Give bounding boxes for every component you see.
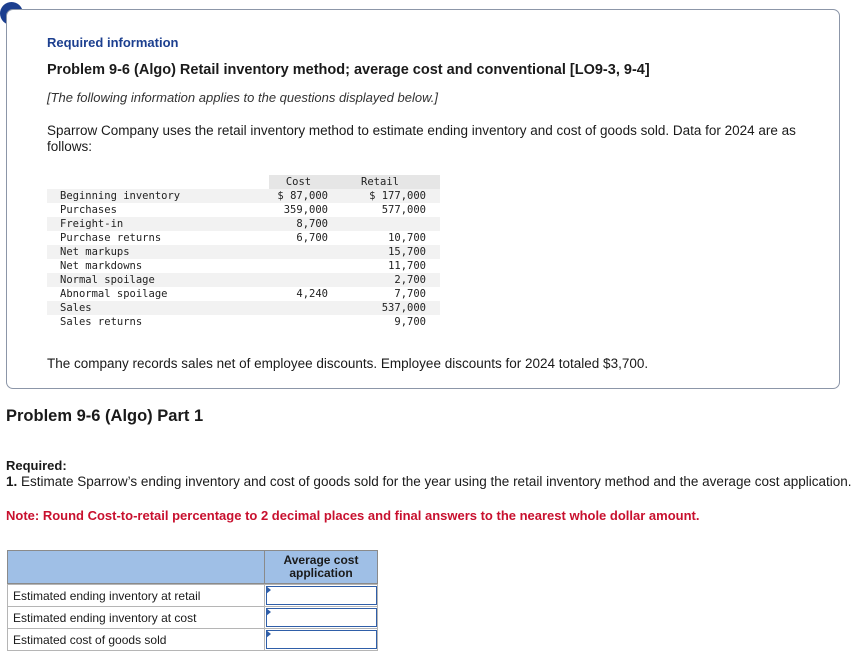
header-cost: Cost (269, 175, 334, 189)
row-cost (269, 315, 334, 329)
table-row (47, 259, 440, 273)
required-information-panel (6, 9, 840, 389)
row-label: Abnormal spoilage (60, 288, 168, 300)
row-label: Beginning inventory (47, 189, 269, 203)
answer-header-blank (8, 551, 265, 584)
table-row (47, 217, 440, 231)
employee-discount-note: The company records sales net of employee discounts. Employee discounts for 2024 totaled $3,700. (47, 356, 649, 371)
inventory-data-table (47, 175, 440, 329)
ending-inventory-retail-input[interactable] (266, 586, 377, 605)
answer-row-label: Estimated cost of goods sold (8, 629, 265, 651)
answer-row (8, 585, 378, 607)
answer-table (7, 550, 378, 651)
header-retail: Retail (334, 175, 440, 189)
row-retail (334, 217, 440, 231)
problem-title: Problem 9-6 (Algo) Retail inventory method; average cost and conventional [LO9-3, 9-4] (47, 62, 650, 78)
row-cost: 8,700 (269, 217, 334, 231)
part-title: Problem 9-6 (Algo) Part 1 (6, 407, 204, 425)
table-row (47, 245, 440, 259)
row-label: Purchase returns (60, 232, 162, 244)
table-row (47, 231, 440, 245)
row-retail: 11,700 (388, 260, 426, 272)
table-row (47, 273, 440, 287)
answer-header-row (8, 551, 378, 584)
average-cost-header: Average cost application (265, 551, 378, 584)
row-label: Sales returns (60, 316, 143, 328)
ending-inventory-cost-input[interactable] (266, 608, 377, 627)
answer-row (8, 607, 378, 629)
answer-cell (265, 607, 378, 629)
table-row (47, 287, 440, 301)
row-cost (269, 273, 334, 287)
row-retail: 2,700 (334, 273, 440, 287)
row-retail: 9,700 (394, 316, 426, 328)
input-marker-icon (266, 608, 271, 616)
answer-row-label: Estimated ending inventory at retail (8, 585, 265, 607)
table-row (47, 203, 440, 217)
answer-row (8, 629, 378, 651)
row-label: Normal spoilage (47, 273, 269, 287)
row-retail: 10,700 (388, 232, 426, 244)
row-label: Purchases (60, 204, 117, 216)
question-body: Estimate Sparrow’s ending inventory and cost of goods sold for the year using the retail inventory method and the average cost application. (21, 474, 852, 489)
rounding-note: Note: Round Cost-to-retail percentage to 2 decimal places and final answers to the nearest whole dollar amount. (6, 508, 700, 523)
row-retail: 15,700 (334, 245, 440, 259)
table-row (47, 301, 440, 315)
row-label: Sales (47, 301, 269, 315)
row-cost (269, 245, 334, 259)
input-marker-icon (266, 630, 271, 638)
question-text (6, 474, 857, 490)
row-cost: 4,240 (296, 288, 328, 300)
intro-paragraph: Sparrow Company uses the retail inventory method to estimate ending inventory and cost of goods sold. Data for 2024 are as follows: (47, 123, 796, 154)
answer-cell (265, 585, 378, 607)
row-cost (269, 301, 334, 315)
question-number: 1. (6, 474, 18, 489)
applies-note: [The following information applies to the questions displayed below.] (47, 90, 438, 105)
required-information-heading: Required information (47, 35, 179, 50)
row-retail: 577,000 (381, 204, 426, 216)
row-label: Net markdowns (60, 260, 143, 272)
cost-of-goods-sold-input[interactable] (266, 630, 377, 649)
table-row (47, 315, 440, 329)
row-cost: $ 87,000 (269, 189, 334, 203)
row-label: Freight-in (47, 217, 269, 231)
header-label (47, 175, 269, 189)
row-retail: 537,000 (334, 301, 440, 315)
row-label: Net markups (47, 245, 269, 259)
row-retail: 7,700 (394, 288, 426, 300)
input-marker-icon (266, 586, 271, 594)
row-cost: 359,000 (283, 204, 328, 216)
answer-row-label: Estimated ending inventory at cost (8, 607, 265, 629)
row-retail: $ 177,000 (334, 189, 440, 203)
answer-cell (265, 629, 378, 651)
row-cost (269, 259, 334, 273)
required-label: Required: (6, 458, 67, 473)
data-table-header (47, 175, 440, 189)
row-cost: 6,700 (296, 232, 328, 244)
table-row (47, 189, 440, 203)
